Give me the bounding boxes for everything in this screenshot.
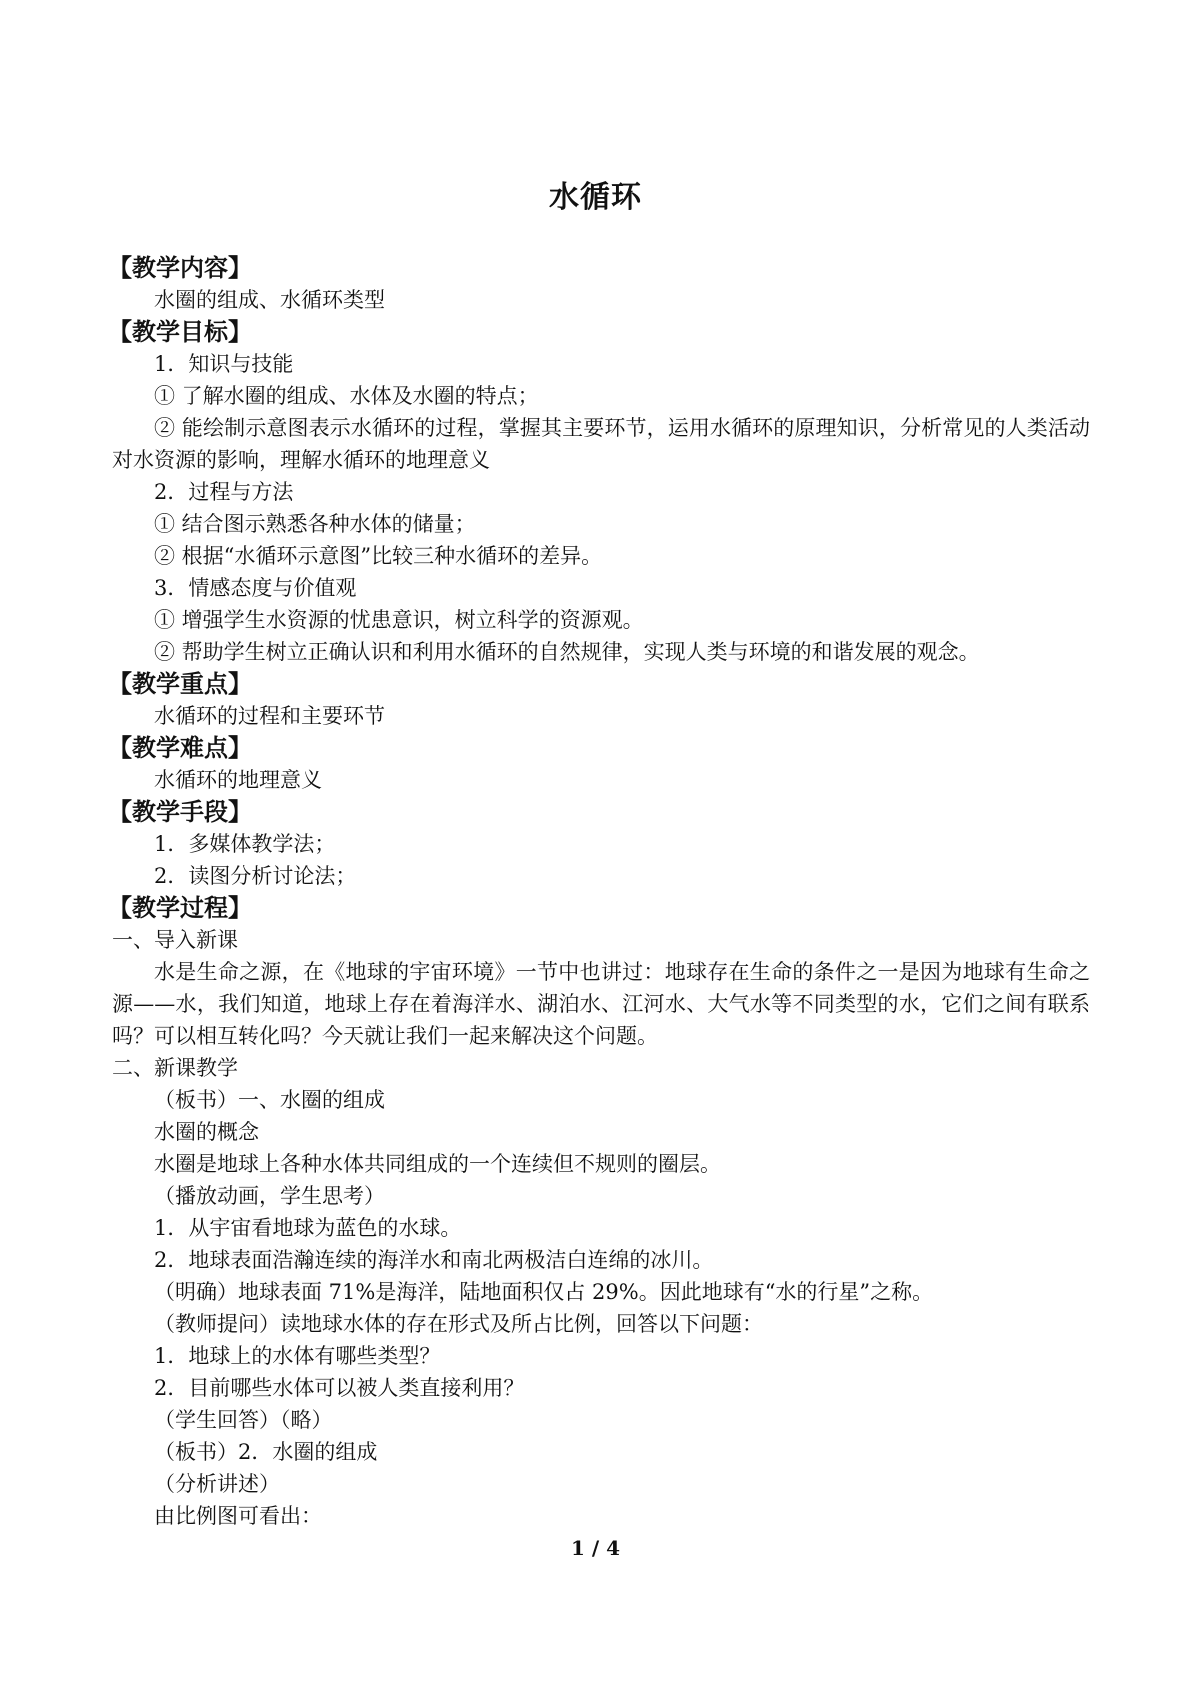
text-line: ① 了解水圈的组成、水体及水圈的特点；: [154, 384, 539, 408]
text-line: 1．从宇宙看地球为蓝色的水球。: [154, 1216, 462, 1240]
text-line: ② 能绘制示意图表示水循环的过程，掌握其主要环节，运用水循环的原理知识，分析常见的人类活动对水资源的影响，理解水循环的地理意义: [112, 416, 1090, 472]
text-line: （教师提问）读地球水体的存在形式及所占比例，回答以下问题：: [154, 1312, 763, 1336]
text-line: 由比例图可看出：: [154, 1504, 322, 1528]
text-line: ① 结合图示熟悉各种水体的储量；: [154, 512, 476, 536]
text-line: 水圈的组成、水循环类型: [154, 288, 385, 312]
section-heading: 【教学重点】: [108, 670, 252, 698]
text-line: 2．读图分析讨论法；: [154, 864, 357, 888]
text-line: ② 根据“水循环示意图”比较三种水循环的差异。: [154, 544, 603, 568]
text-line: （学生回答）（略）: [154, 1408, 333, 1432]
text-line: ② 帮助学生树立正确认识和利用水循环的自然规律，实现人类与环境的和谐发展的观念。: [154, 640, 980, 664]
text-line: ① 增强学生水资源的忧患意识，树立科学的资源观。: [154, 608, 644, 632]
document-body: [108, 252, 1090, 1532]
text-line: 1．多媒体教学法；: [154, 832, 336, 856]
text-line: 水循环的地理意义: [154, 768, 322, 792]
text-line: 水圈是地球上各种水体共同组成的一个连续但不规则的圈层。: [154, 1152, 721, 1176]
page-title: 水循环: [549, 180, 642, 215]
section-heading: 【教学难点】: [108, 734, 252, 762]
page-number: 1 / 4: [570, 1536, 621, 1560]
section-heading: 【教学过程】: [108, 894, 252, 922]
text-line: 水圈的概念: [154, 1120, 259, 1144]
text-line: 2．地球表面浩瀚连续的海洋水和南北两极洁白连绵的冰川。: [154, 1248, 714, 1272]
text-line: 2．目前哪些水体可以被人类直接利用？: [154, 1376, 525, 1400]
text-line: 3．情感态度与价值观: [154, 576, 357, 600]
text-line: 2．过程与方法: [154, 480, 294, 504]
text-line: 水循环的过程和主要环节: [154, 704, 385, 728]
text-line: 一、导入新课: [112, 928, 238, 952]
text-line: 1．知识与技能: [154, 352, 294, 376]
text-line: （分析讲述）: [154, 1472, 280, 1496]
text-line: （板书）2．水圈的组成: [154, 1440, 378, 1464]
text-line: （板书）一、水圈的组成: [154, 1088, 385, 1112]
section-heading: 【教学目标】: [108, 318, 252, 346]
text-line: （明确）地球表面 71%是海洋，陆地面积仅占 29%。因此地球有“水的行星”之称。: [154, 1280, 934, 1304]
text-line: （播放动画，学生思考）: [154, 1184, 385, 1208]
text-line: 1．地球上的水体有哪些类型？: [154, 1344, 441, 1368]
section-heading: 【教学内容】: [108, 254, 252, 282]
text-line: 二、新课教学: [112, 1056, 238, 1080]
section-heading: 【教学手段】: [108, 798, 252, 826]
text-line: 水是生命之源，在《地球的宇宙环境》一节中也讲过：地球存在生命的条件之一是因为地球有生命之源——水，我们知道，地球上存在着海洋水、湖泊水、江河水、大气水等不同类型的水，它们之间有联系吗？可以相互转化吗？今天就让我们一起来解决这个问题。: [112, 960, 1090, 1048]
